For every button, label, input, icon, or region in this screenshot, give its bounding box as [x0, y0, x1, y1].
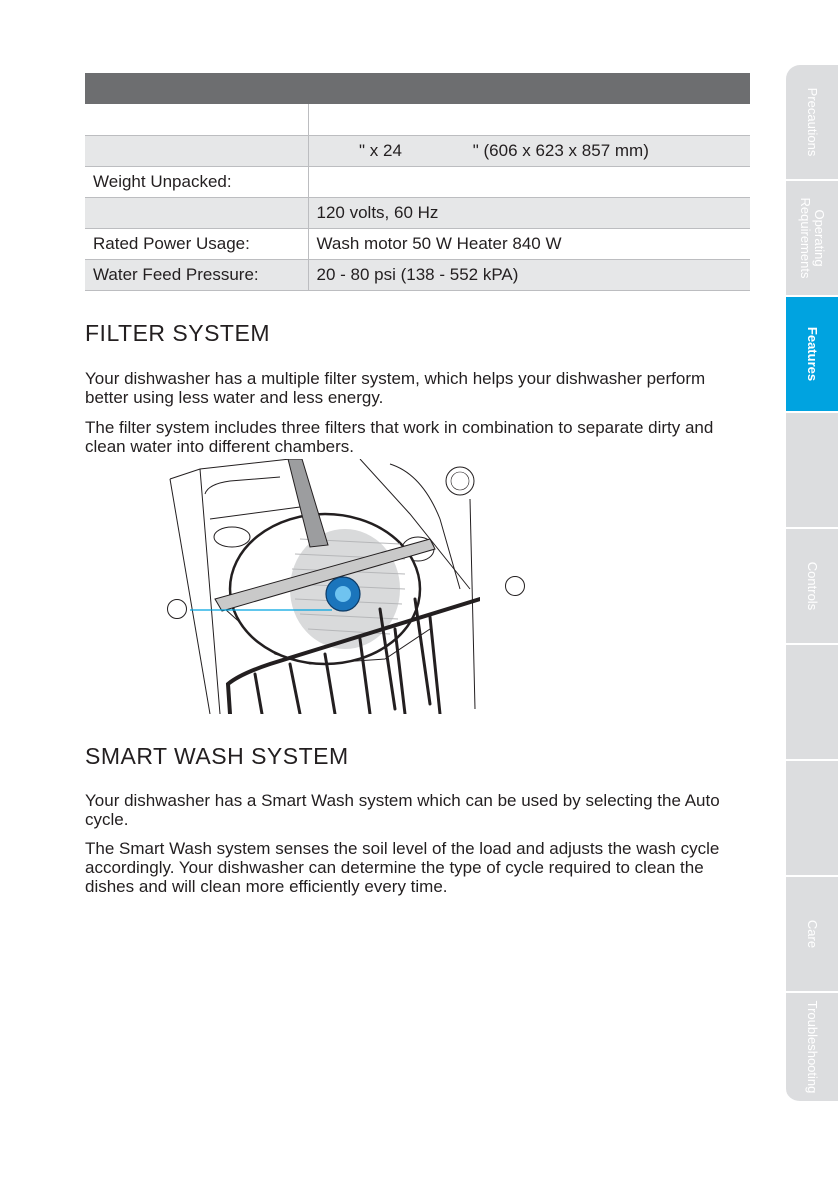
tab-blank-2[interactable] [786, 645, 838, 761]
drain-grate-icon [446, 467, 474, 495]
spec-value [308, 166, 750, 197]
spec-row [85, 135, 750, 166]
spec-table [85, 104, 750, 291]
tab-label: Controls [805, 561, 820, 611]
spec-label: Water Feed Pressure: [85, 259, 308, 290]
spec-row [85, 197, 750, 228]
filter-system-heading: FILTER SYSTEM [85, 320, 270, 346]
spec-label [85, 197, 308, 228]
tab-label: Troubleshooting [805, 1000, 820, 1094]
tab-operating-requirements[interactable] [786, 181, 838, 297]
tab-features[interactable] [786, 297, 838, 413]
spec-value [308, 104, 750, 135]
smart-wash-heading: SMART WASH SYSTEM [85, 743, 349, 769]
tab-controls[interactable] [786, 529, 838, 645]
spec-table-header [85, 73, 750, 104]
tab-label: Care [805, 919, 820, 949]
filter-illustration [160, 459, 480, 714]
spec-row [85, 104, 750, 135]
spec-label: Weight Unpacked: [85, 166, 308, 197]
smart-wash-paragraph-1: Your dishwasher has a Smart Wash system which can be used by selecting the Auto cycle. [85, 791, 720, 829]
callout-circle-right [505, 576, 525, 596]
spec-value: 120 volts, 60 Hz [308, 197, 750, 228]
tab-precautions[interactable] [786, 65, 838, 181]
callout-circle-left [167, 599, 187, 619]
tab-blank-1[interactable] [786, 413, 838, 529]
spec-value: Wash motor 50 W Heater 840 W [308, 228, 750, 259]
spec-label [85, 135, 308, 166]
spec-row [85, 259, 750, 290]
spec-label [85, 104, 308, 135]
tab-label: Features [805, 326, 820, 382]
spec-value: " x 24 " (606 x 623 x 857 mm) [308, 135, 750, 166]
tab-label: Precautions [805, 87, 820, 157]
filter-paragraph-1: Your dishwasher has a multiple filter system, which helps your dishwasher perform better using less water and less energy. [85, 369, 706, 407]
tab-troubleshooting[interactable] [786, 993, 838, 1103]
spec-label: Rated Power Usage: [85, 228, 308, 259]
filter-paragraph-2: The filter system includes three filters that work in combination to separate dirty and clean water into different chambers. [85, 418, 714, 456]
spec-value: 20 - 80 psi (138 - 552 kPA) [308, 259, 750, 290]
tab-care[interactable] [786, 877, 838, 993]
smart-wash-paragraph-2: The Smart Wash system senses the soil level of the load and adjusts the wash cycle accordingly. Your dishwasher can determine the type of cycle required to clean the dishes and will clean more efficiently every time. [85, 839, 720, 896]
section-tabs [786, 65, 838, 1103]
filter-cap-icon [326, 577, 360, 611]
spec-row [85, 228, 750, 259]
spec-row [85, 166, 750, 197]
tab-blank-3[interactable] [786, 761, 838, 877]
tab-label: Operating Requirements [798, 197, 827, 279]
